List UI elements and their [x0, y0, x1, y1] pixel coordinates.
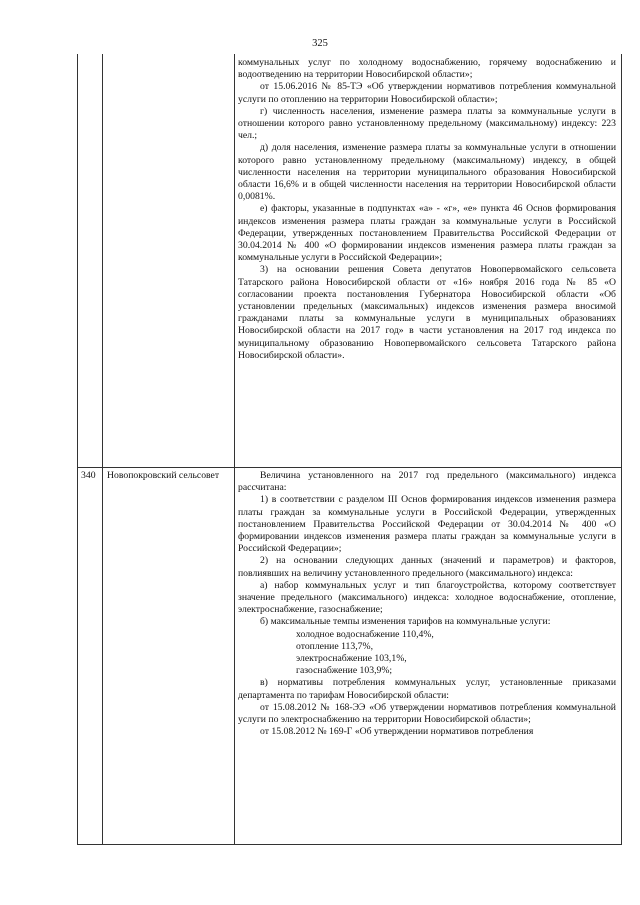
- paragraph: б) максимальные темпы изменения тарифов на коммунальные услуги:: [260, 616, 551, 628]
- paragraph: коммунальных услуг по холодному водоснабжению, горячему водоснабжению и водоотведению на территории Новосибирской области»;: [238, 57, 616, 81]
- table: [77, 54, 622, 845]
- paragraph: г) численность населения, изменение размера платы за коммунальные услуги в отношении которого равно установленному предельному (максимальному) индексу: 223 чел.;: [238, 105, 616, 142]
- column-divider: [234, 54, 235, 844]
- paragraph: 3) на основании решения Совета депутатов Новопервомайского сельсовета Татарского района Новосибирской области от «16» ноября 2016 года № 85 «О согласовании проекта постановления Губернатора Новосибирской области «Об установлении предельных (максимальных) индексов изменения размера вносимой гражданами платы за коммунальные услуги в муниципальных образованиях Новосибирской области на 2017 год» в части установления на 2017 год индекса по муниципальному образованию Новопервомайского сельсовета Татарского района Новосибирской области».: [238, 264, 616, 361]
- paragraph: д) доля населения, изменение размера платы за коммунальные услуги в отношении которого равно установленному предельному (максимальному) индексу, в общей численности населения на территории муниципального образования Новосибирской области 16,6% и в общей численности населения на территории Новосибирской области 0,0081%.: [238, 142, 616, 203]
- paragraph: 1) в соответствии с разделом III Основ формирования индексов изменения размера платы граждан за коммунальные услуги в Российской Федерации, утвержденных постановлением Правительства Российской Федерации от 30.04.2014 № 400 «О формировании индексов изменения размера платы граждан за коммунальные услуги в Российской Федерации»;: [238, 494, 616, 555]
- paragraph: электроснабжение 103,1%,: [296, 653, 407, 665]
- paragraph: е) факторы, указанные в подпунктах «а» - «г», «е» пункта 46 Основ формирования индексов изменения размера платы граждан за коммунальные услуги в Российской Федерации, утвержденных постановлением Правительства Российской Федерации от 30.04.2014 № 400 «О формировании индексов изменения размера платы граждан за коммунальные услуги в Российской Федерации»;: [238, 203, 616, 264]
- paragraph: от 15.08.2012 № 169-Г «Об утверждении нормативов потребления: [260, 726, 534, 738]
- row-divider: [78, 467, 621, 468]
- paragraph: от 15.06.2016 № 85-ТЭ «Об утверждении нормативов потребления коммунальной услуги по отоплению на территории Новосибирской области»;: [238, 81, 616, 105]
- paragraph: газоснабжение 103,9%;: [296, 665, 393, 677]
- paragraph: в) нормативы потребления коммунальных услуг, установленные приказами департамента по тарифам Новосибирской области:: [238, 677, 616, 701]
- paragraph: от 15.08.2012 № 168-ЭЭ «Об утверждении нормативов потребления коммунальной услуги по электроснабжению на территории Новосибирской области»;: [238, 701, 616, 726]
- paragraph: а) набор коммунальных услуг и тип благоустройства, которому соответствует значение предельного (максимального) индекса: холодное водоснабжение, отопление, электроснабжение, газоснабжение;: [238, 579, 616, 616]
- column-divider: [102, 54, 103, 844]
- municipality-name: Новопокровский сельсовет: [107, 470, 220, 481]
- paragraph: холодное водоснабжение 110,4%,: [296, 628, 434, 640]
- page-number: 325: [312, 38, 328, 49]
- paragraph: 2) на основании следующих данных (значений и параметров) и факторов, повлиявших на величину установленного предельного (максимального) индекса:: [238, 555, 616, 579]
- paragraph: отопление 113,7%,: [296, 640, 374, 652]
- row-340-content: [238, 470, 616, 738]
- paragraph: Величина установленного на 2017 год предельного (максимального) индекса рассчитана:: [238, 470, 616, 494]
- row-number: 340: [81, 470, 96, 481]
- row-prev-content: [238, 57, 616, 362]
